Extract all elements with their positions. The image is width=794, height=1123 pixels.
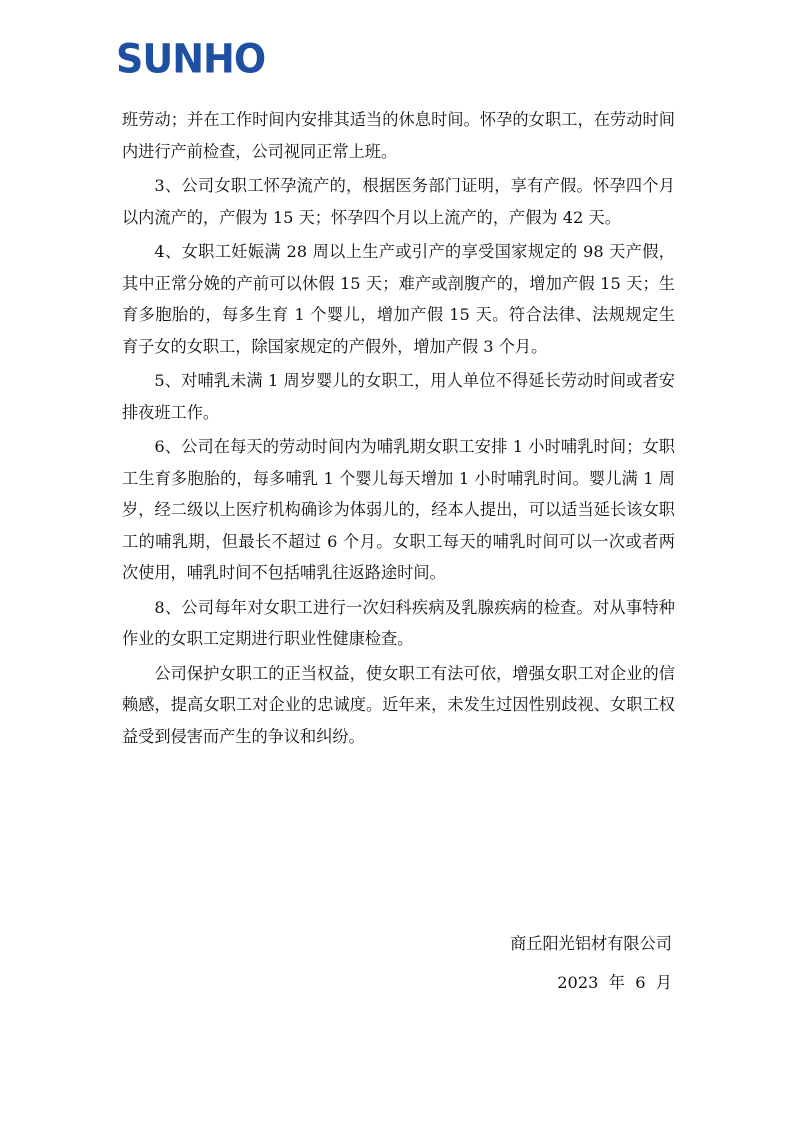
paragraph-6: 8、公司每年对女职工进行一次妇科疾病及乳腺疾病的检查。对从事特种作业的女职工定期进行职业性健康检查。: [122, 597, 675, 648]
paragraph-1: 班劳动；并在工作时间内安排其适当的休息时间。怀孕的女职工，在劳动时间内进行产前检查，公司视同正常上班。: [122, 110, 675, 161]
document-body: [122, 104, 675, 755]
signature-company: 商丘阳光铝材有限公司: [510, 934, 672, 953]
paragraph-2: 3、公司女职工怀孕流产的，根据医务部门证明，享有产假。怀孕四个月以内流产的，产假为 15 天；怀孕四个月以上流产的，产假为 42 天。: [122, 176, 675, 227]
paragraph-3: 4、女职工妊娠满 28 周以上生产或引产的享受国家规定的 98 天产假，其中正常分娩的产前可以休假 15 天；难产或剖腹产的，增加产假 15 天；生育多胞胎的，每多生育 1 个婴儿，增加产假 15 天。符合法律、法规规定生育子女的女职工，除国家规定的产假外，增加产假 3 个月。: [122, 242, 675, 356]
signature-block: [510, 924, 672, 1002]
paragraph-7: 公司保护女职工的正当权益，使女职工有法可依，增强女职工对企业的信赖感，提高女职工对企业的忠诚度。近年来，未发生过因性别歧视、女职工权益受到侵害而产生的争议和纠纷。: [122, 663, 675, 746]
signature-date: 2023 年 6 月: [557, 973, 672, 992]
paragraph-5: 6、公司在每天的劳动时间内为哺乳期女职工安排 1 小时哺乳时间；女职工生育多胞胎的，每多哺乳 1 个婴儿每天增加 1 小时哺乳时间。婴儿满 1 周岁，经二级以上医疗机构确诊为体弱儿的，经本人提出，可以适当延长该女职工的哺乳期，但最长不超过 6 个月。女职工每天的哺乳时间可以一次或者两次使用，哺乳时间不包括哺乳往返路途时间。: [122, 437, 675, 582]
paragraph-4: 5、对哺乳未满 1 周岁婴儿的女职工，用人单位不得延长劳动时间或者安排夜班工作。: [122, 371, 675, 422]
company-logo: SUNHO: [116, 35, 266, 83]
